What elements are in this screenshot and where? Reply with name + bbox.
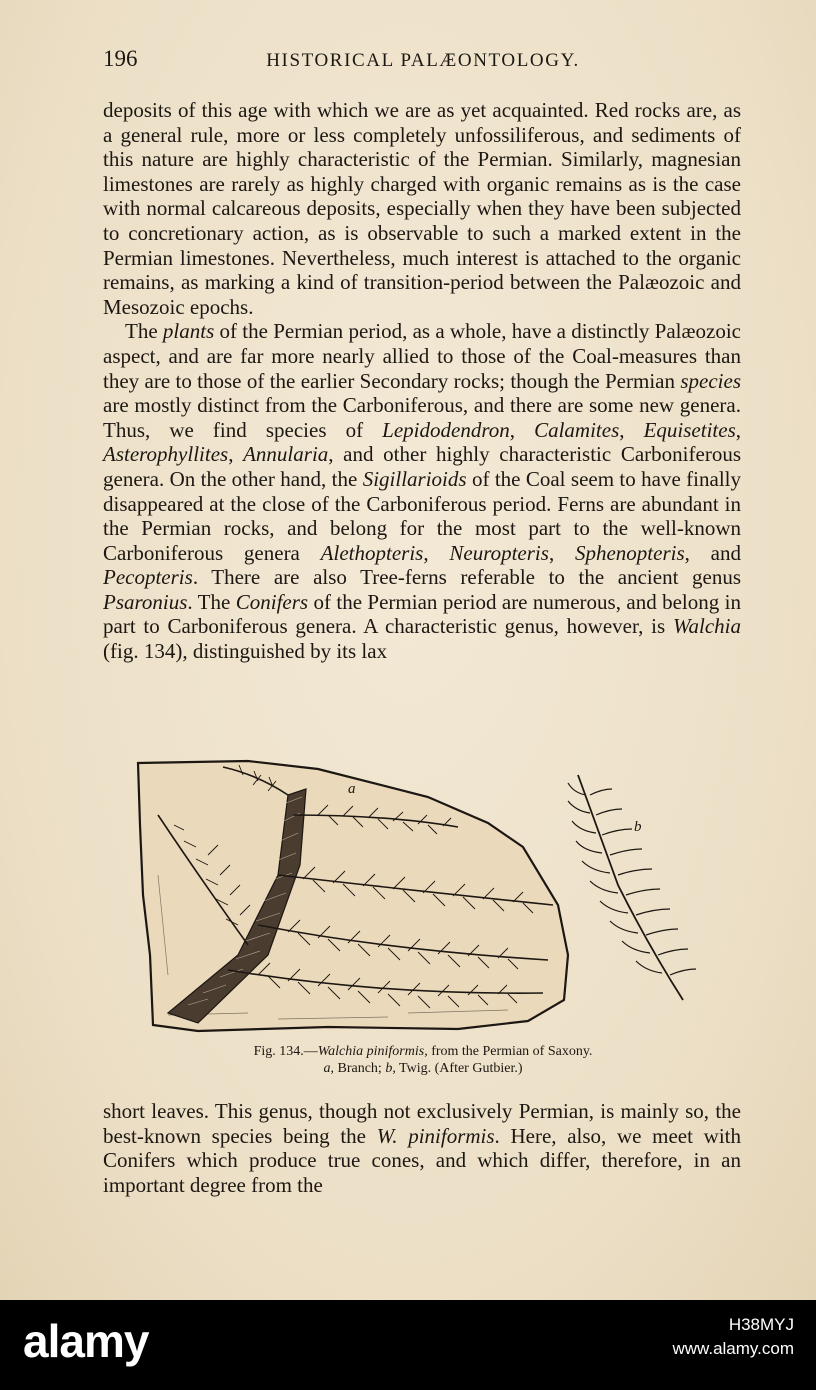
figure-caption: [103, 1043, 743, 1077]
caption-line-1: Fig. 134.—Walchia piniformis, from the Permian of Saxony.: [253, 1044, 593, 1059]
body-text-upper: [103, 98, 741, 664]
paragraph-3: short leaves. This genus, though not exclusively Permian, is mainly so, the best-known species being the W. piniformis. Here, also, we meet with Conifers which produce true cones, and which differ, therefore, in an important degree from the: [103, 1099, 741, 1197]
caption-line-2: a, Branch; b, Twig. (After Gutbier.): [323, 1061, 523, 1076]
label-b: b: [634, 819, 642, 835]
fossil-illustration: [128, 755, 728, 1045]
page-number: 196: [103, 46, 138, 71]
stock-id: [672, 1313, 794, 1361]
running-head: [103, 46, 743, 80]
running-title: HISTORICAL PALÆONTOLOGY.: [266, 50, 580, 71]
body-text-lower: [103, 1099, 741, 1197]
paragraph-1: deposits of this age with which we are as yet acquainted. Red rocks are, as a general rule, more or less completely unfossiliferous, and sediments of this nature are highly characteristic of the Permian. Similarly, magnesian limestones are rarely as highly charged with organic remains as is the case with normal calcareous deposits, especially when they have been subjected to concretionary action, as is observable to such a marked extent in the Permian limestones. Nevertheless, much interest is attached to the organic remains, as marking a kind of transition-period between the Palæozoic and Mesozoic epochs.: [103, 98, 741, 319]
paragraph-2: The plants of the Permian period, as a whole, have a distinctly Palæozoic aspect, and are far more nearly allied to those of the Coal-measures than they are to those of the earlier Secondary rocks; though the Permian species are mostly distinct from the Carboniferous, and there are some new genera. Thus, we find species of Lepidodendron, Calamites, Equisetites, Asterophyllites, Annularia, and other highly characteristic Carboniferous genera. On the other hand, the Sigillarioids of the Coal seem to have finally disappeared at the close of the Carboniferous period. Ferns are abundant in the Permian rocks, and belong for the most part to the well-known Carboniferous genera Alethopteris, Neuropteris, Sphenopteris, and Pecopteris. There are also Tree-ferns referable to the ancient genus Psaronius. The Conifers of the Permian period are numerous, and belong in part to Carboniferous genera. A characteristic genus, however, is Walchia (fig. 134), distinguished by its lax: [103, 319, 742, 664]
alamy-logo: alamy: [23, 1315, 149, 1367]
walchia-engraving: [128, 755, 728, 1045]
twig-b: [568, 775, 696, 1000]
site-url: www.alamy.com: [672, 1339, 794, 1358]
image-id: H38MYJ: [728, 1315, 794, 1334]
label-a: a: [348, 781, 356, 797]
